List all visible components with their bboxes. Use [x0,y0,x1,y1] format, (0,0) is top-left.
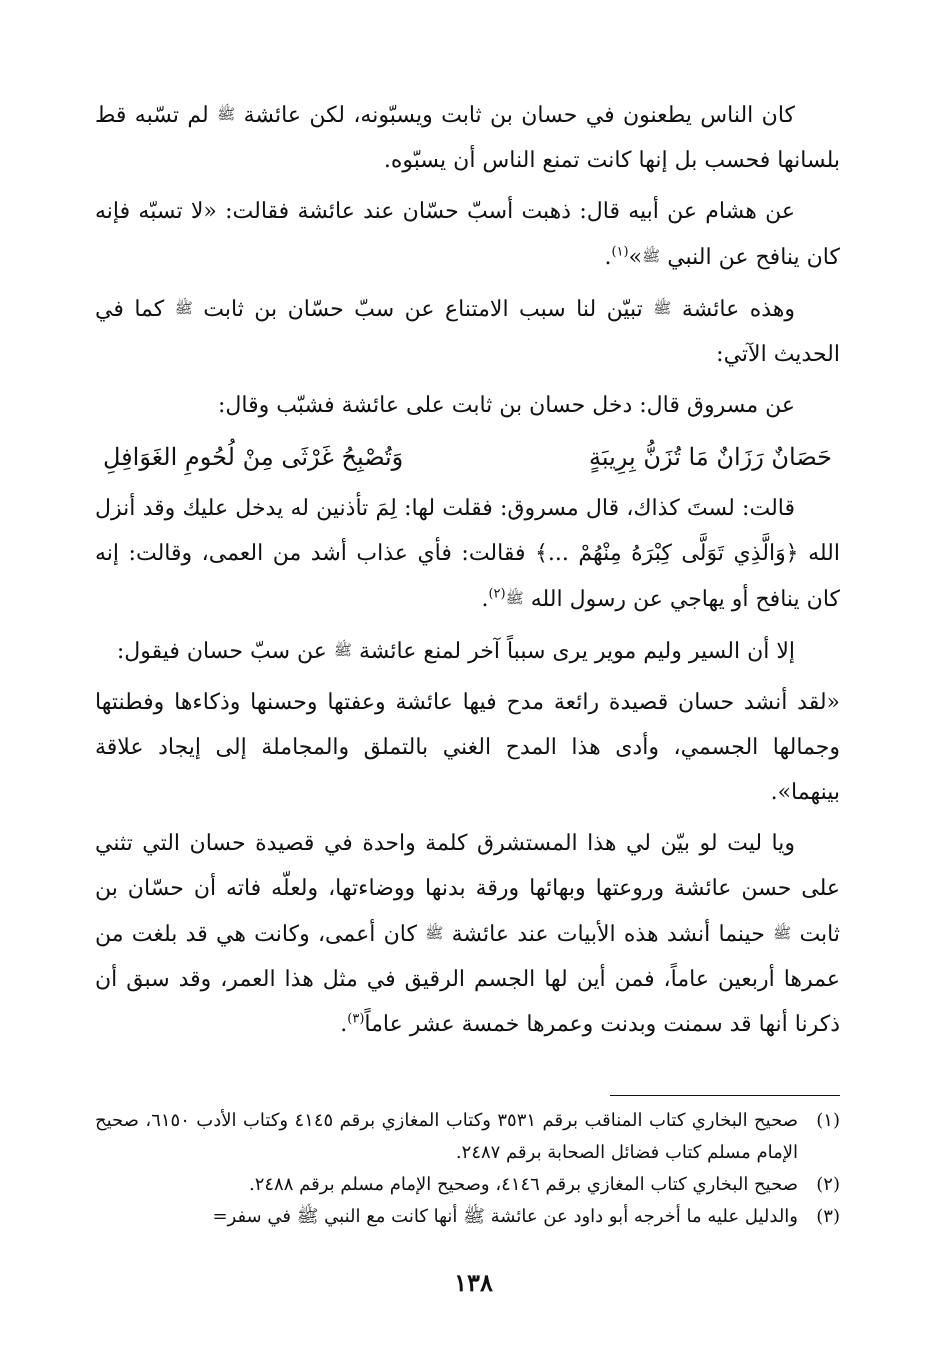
footnote-text: صحيح البخاري كتاب المناقب برقم ٣٥٣١ وكتاب المغازي برقم ٤١٤٥ وكتاب الأدب ٦١٥٠، صحيح الإمام مسلم كتاب فضائل الصحابة برقم ٢٤٨٧. [95,1110,798,1163]
footnote-ref-3[interactable]: (٣) [347,1011,365,1027]
paragraph-4-text: عن مسروق قال: دخل حسان بن ثابت على عائشة فشبّب وقال: [218,393,795,418]
footnote-number: (١) [816,1110,840,1131]
honorific-glyph: ﷺ [505,589,524,607]
footnote-3 [95,1201,840,1233]
closing-quote: » [628,245,643,270]
page-number: ١٣٨ [454,1268,493,1297]
footnote-text: صحيح البخاري كتاب المغازي برقم ٤١٤٦، وصحيح الإمام مسلم برقم ٢٤٨٨. [248,1174,798,1195]
paragraph-7-text: «لقد أنشد حسان قصيدة رائعة مدح فيها عائشة وعفتها وحسنها وذكاءها وفطنتها وجمالها الجسمي، وأدى هذا المدح الغني بالتملق والمجاملة إلى إيجاد علاقة بينهما». [95,690,840,805]
poetry-verse [95,434,840,480]
paragraph-5-tail: . [481,587,489,612]
honorific-glyph: ﷺ [333,641,352,659]
honorific-glyph: ﷺ [653,299,672,317]
honorific-glyph: ﷺ [773,924,792,942]
paragraph-4 [95,383,840,428]
paragraph-3 [95,286,840,377]
footnote-ref-2[interactable]: (٢) [488,586,506,602]
verse-second-hemistich: وَتُصْبِحُ غَرْثَى مِنْ لُحُومِ الغَوَافِلِ [103,443,404,471]
footnote-1 [95,1105,840,1169]
paragraph-1-text: كان الناس يطعنون في حسان بن ثابت ويسبّونه، لكن عائشة [243,103,796,128]
paragraph-2-tail: . [604,245,612,270]
paragraph-2 [95,189,840,280]
honorific-glyph: ﷺ [425,924,444,942]
paragraph-6-rest: عن سبّ حسان فيقول: [116,639,327,664]
honorific-glyph: ﷺ [174,299,193,317]
footnote-number: (٣) [816,1206,840,1227]
paragraph-6-text: إلا أن السير وليم موير يرى سبباً آخر لمنع عائشة [359,639,795,664]
paragraph-8-mid: حينما أنشد هذه الأبيات عند عائشة [451,922,765,947]
paragraph-2-text: عن هشام عن أبيه قال: ذهبت أسبّ حسّان عند عائشة فقالت: «لا تسبّه فإنه كان ينافح عن النبي [95,199,840,270]
footnote-separator [610,1095,840,1096]
paragraph-6 [95,628,840,674]
page-body [95,92,840,1053]
paragraph-3-rest: تبيّن لنا سبب الامتناع عن سبّ حسّان بن ثابت [203,297,643,322]
footnote-ref-1[interactable]: (١) [611,244,629,260]
footnote-2 [95,1169,840,1201]
paragraph-8-text: ويا ليت لو بيّن لي هذا المستشرق كلمة واحدة في قصيدة حسان التي تثني على حسن عائشة وروعتها وبهائها ورقة بدنها ووضاءتها، ولعلّه فاته أن حسّان بن ثابت [95,831,841,947]
footnote-number: (٢) [816,1174,840,1195]
paragraph-3-text: وهذه عائشة [681,297,796,322]
paragraph-1-rest: لم تسّبه قط بلسانها فحسب بل إنها كانت تمنع الناس أن يسبّوه. [95,103,840,173]
paragraph-8-rest: كان أعمى، وكانت هي قد بلغت من عمرها أربعين عاماً، فمن أين لها الجسم الرقيق في مثل هذا العمر، وقد سبق أن ذكرنا أنها قد سمنت وبدنت وعمرها خمسة عشر عاماً [95,922,840,1037]
footnote-text: والدليل عليه ما أخرجه أبو داود عن عائشة ﷺ أنها كانت مع النبي ﷺ في سفر= [212,1206,798,1227]
paragraph-5 [95,486,840,622]
paragraph-7-quote [95,680,840,815]
honorific-glyph: ﷺ [642,247,661,265]
paragraph-1 [95,92,840,183]
footnotes [95,1105,840,1233]
honorific-glyph: ﷺ [217,105,236,123]
paragraph-5-text: قالت: لستَ كذاك، قال مسروق: فقلت لها: لِمَ تأذنين له يدخل عليك وقد أنزل الله ﴿وَالَّذِي تَوَلَّى كِبْرَهُ مِنْهُمْ ...﴾ فقالت: فأي عذاب أشد من العمى، وقالت: إنه كان ينافح أو يهاجي عن رسول الله [95,496,840,612]
paragraph-3-tail: كما في الحديث الآتي: [95,297,840,367]
paragraph-8 [95,821,840,1047]
verse-first-hemistich: حَصَانٌ رَزَانٌ مَا تُزَنُّ بِرِيبَةٍ [589,443,832,471]
paragraph-8-tail: . [340,1012,348,1037]
